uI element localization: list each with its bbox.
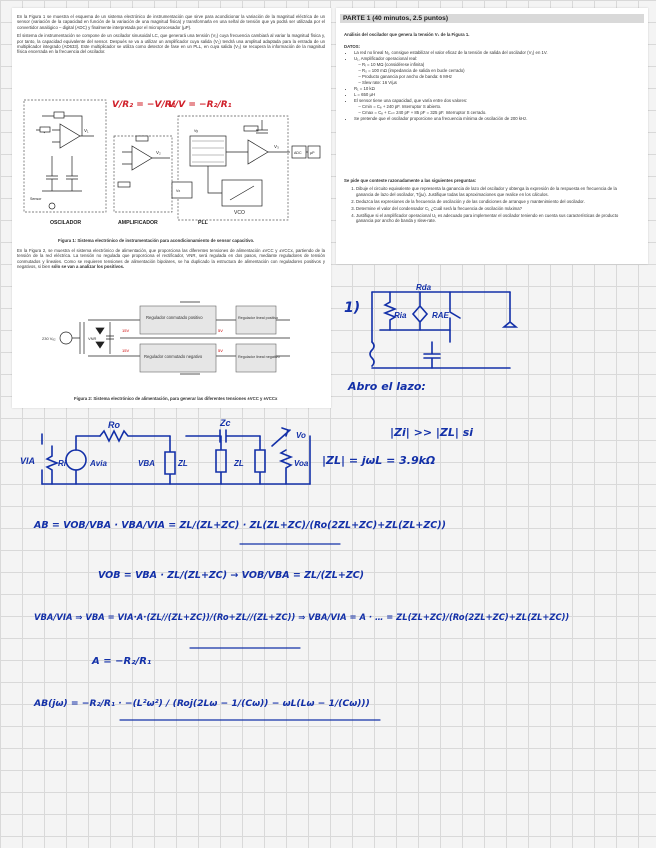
label-vco: VCO: [234, 210, 245, 216]
dato-item: • La red no lineal N₁, consigue estabilizar el valor eficaz de la tensión de salida del oscilador (V₁) en 1V.: [354, 50, 634, 56]
sub-item: – R₀ = 100 mΩ (impedancia de salida en bucle cerrado): [362, 68, 634, 74]
sub-item: – Cmin = Cₑ + 240 pF. Interruptor S abierto.: [362, 104, 634, 110]
dato-item: • L = 650 µH: [354, 92, 634, 98]
figure-1-caption: Figura 1: Sistema electrónico de instrumentación para acondicionamiento de sensor capacitivo.: [58, 238, 255, 243]
label-rc-neg: Regulador conmutado negativo: [144, 354, 203, 359]
datos-list: [344, 50, 634, 122]
label-rl-neg: Regulador lineal negativo: [238, 355, 280, 359]
section-header: PARTE 1 (40 minutos, 2.5 puntos): [340, 14, 644, 23]
label-rc-pos: Regulador conmutado positivo: [146, 315, 203, 320]
hw-eq-fig1-a: V/R₂ = −V/R₁: [112, 100, 176, 110]
figure-1-circuit: [22, 96, 322, 236]
intro-paragraph: En la Figura 1 se muestra el esquema de un sistema electrónico de instrumentación que sirve para acondicionar la variación de la magnitud eléctrica de un sensor (variación de la capacidad en función de la variación de una magnitud física) y transformarla en una señal de tensión que ya podrá ser utilizada por el convertidor analógico – digital (ADC) y finalmente interpretada por el microprocesador (µP).: [17, 14, 325, 30]
question-item: 4. Justifique si el amplificador operacional U₁ es adecuado para implementar el oscilador teniendo en cuenta sus características de producto ganancia por ancho de banda y slew-rate.: [356, 213, 634, 224]
hw-label-zc: Zc: [220, 418, 231, 428]
hw-circuit-sketch-2: [20, 416, 360, 506]
question-item: 1. Dibuje el circuito equivalente que representa la ganancia de lazo del oscilador y obtenga la expresión de la respuesta en frecuencia de la ganancia de lazo del oscilador, T(jω). Justifique todas las aproximaciones que realice en los cálculos.: [356, 186, 634, 197]
label-rl-pos: Regulador lineal positivo: [238, 316, 279, 320]
hw-eq-ab: AB = VOB/VBA · VBA/VIA = ZL/(ZL+ZC) · ZL(ZL+ZC)/(Ro(2ZL+ZC)+ZL(ZL+ZC)): [34, 520, 446, 531]
question-item: 3. Determine el valor del condensador C₁ ¿Cuál será la frecuencia de oscilación máxima?: [356, 206, 634, 212]
hw-eq-vba: VBA/VIA ⇒ VBA = VIA·A·(ZL//(ZL+ZC))/(Ro+ZL//(ZL+ZC)) ⇒ VBA/VIA = A · … = ZL(ZL+ZC)/(Ro(2ZL+ZC)+ZL(ZL+ZC)): [34, 612, 570, 622]
hw-label-zl-2: ZL: [234, 459, 244, 468]
label-230v: 230 Vₑ₂: [42, 336, 56, 341]
hw-label-ro: Ro: [108, 420, 120, 430]
hw-label-via: VIA: [20, 456, 36, 466]
power-paragraph-bold: sólo se van a analizar los positivos.: [51, 264, 125, 270]
label-5v-neg: 5V: [218, 348, 223, 353]
hw-eq-fig1-b: V/V = −R₂/R₁: [168, 100, 232, 110]
label-vnr: VNR: [88, 336, 97, 341]
label-amplificador: AMPLIFICADOR: [118, 220, 158, 226]
sub-item: – Slew rate: 16 V/µs: [362, 80, 634, 86]
questions-list: [344, 186, 634, 224]
document-page-right: [336, 8, 648, 264]
hw-label-vba: VBA: [138, 459, 155, 468]
figure-2-caption: Figura 2: Sistema electrónico de alimentación, para generar las diferentes tensiones ±VCC y ±VCCx: [74, 396, 278, 401]
label-sensor: Sensor: [30, 197, 42, 201]
sub-item: – Producto ganancia por ancho de banda: 6 MHz: [362, 74, 634, 80]
sub-item: – Rᵢ = 10 MΩ (considérese infinita): [362, 62, 634, 68]
hw-label-rda: Rda: [416, 283, 432, 292]
u1-sublist: [354, 62, 634, 86]
hw-label-vo: Vo: [296, 431, 306, 440]
power-paragraph: [17, 248, 325, 270]
label-oscilador: OSCILADOR: [50, 220, 82, 226]
hw-condition: |Zi| >> |ZL| si: [390, 426, 474, 439]
label-v3: V₃: [274, 144, 279, 149]
dato-item-text: El sensor tiene una capacidad, que varía entre dos valores:: [354, 98, 468, 103]
hw-eq-vob: VOB = VBA · ZL/(ZL+ZC) → VOB/VBA = ZL/(ZL+ZC): [98, 570, 365, 581]
question-item: 2. Deduzca las expresiones de la frecuencia de oscilación y de las condiciones de arranque y mantenimiento del oscilador.: [356, 199, 634, 205]
label-pll: PLL: [198, 220, 208, 226]
datos-label: DATOS:: [344, 44, 361, 49]
label-vox: Vx: [176, 189, 181, 193]
cap-sublist: [354, 104, 634, 116]
dato-item: • R₁ = 10 kΩ: [354, 86, 634, 92]
label-up: µP: [310, 151, 315, 155]
dato-item-text: U₁, Amplificador operacional real:: [354, 56, 418, 61]
hw-abro-lazo: Abro el lazo:: [348, 380, 426, 393]
hw-zl-value: |ZL| = jωL = 3.9kΩ: [322, 454, 436, 467]
label-v1: V₁: [84, 128, 89, 133]
system-paragraph: El sistema de instrumentación se compone de un oscilador sinusoidal LC, que generará una tensión (V₁) cuya frecuencia cambiará al variar la magnitud física y, por tanto, la capacidad equivalente del sensor. Después se va a utilizar un amplificador cuya salida (V₂) tendrá una amplitud adaptada para la entrada de un multiplicador integrado (AD633). Este multiplicador se utiliza como detector de fase en un PLL, en cuya salida (V₃) se recupera la información de la magnitud física encerrada en la frecuencia del oscilador.: [17, 33, 325, 55]
label-v2: V₂: [156, 150, 161, 155]
hw-label-ri: Ri: [58, 459, 66, 468]
dato-item: [354, 56, 634, 86]
label-15v-pos: 15V: [122, 328, 130, 333]
label-adc: ADC: [294, 151, 302, 155]
power-paragraph-text: En la Figura 2, se muestra el sistema electrónico de alimentación, que proporciona las diferentes tensiones de alimentación ±VCC y ±VCCx, partiendo de la tensión de la red eléctrica. La tensión no regulada que proporciona el rectificador, VNR, será regulada en dos pasos, mediante reguladores de tensión conmutados y lineales. Como se requieren tensiones de alimentación bipolares, se ha duplicado la estructura de alimentación con reguladores positivos y negativos, si bien: [17, 248, 325, 270]
hw-question-1: 1): [344, 300, 361, 316]
hw-label-avia: Avia: [90, 459, 107, 468]
label-5v-pos: 5V: [218, 328, 223, 333]
dato-item: [354, 98, 634, 116]
label-vy: Vy: [194, 129, 199, 133]
hw-label-zl-1: ZL: [178, 459, 188, 468]
document-page-left: [12, 8, 331, 408]
figure-2-circuit: [40, 292, 310, 390]
label-15v-neg: 15V: [122, 348, 130, 353]
sub-item: – Cmax = Cₑ + Cₛ= 240 pF + 85 pF = 325 pF. Interruptor S cerrado.: [362, 110, 634, 116]
section-subtitle: Análisis del oscilador que genera la tensión V₁ de la Figura 1.: [344, 32, 470, 37]
hw-label-voa: Voa: [294, 459, 309, 468]
hw-label-ria: Ria: [394, 311, 407, 320]
hw-circuit-sketch-1: [360, 282, 530, 378]
hw-eq-a: A = −R₂/R₁: [92, 656, 152, 667]
hw-label-rae: RAE: [432, 311, 449, 320]
questions-label: Se pide que conteste razonadamente a las siguientes preguntas:: [344, 178, 477, 183]
hw-eq-abjw: AB(jω) = −R₂/R₁ · −(L²ω²) / (Roj(2Lω − 1/(Cω)) − ωL(Lω − 1/(Cω))): [34, 698, 370, 709]
dato-item: • Se pretende que el oscilador proporcione una frecuencia mínima de oscilación de 200 kHz.: [354, 116, 634, 122]
